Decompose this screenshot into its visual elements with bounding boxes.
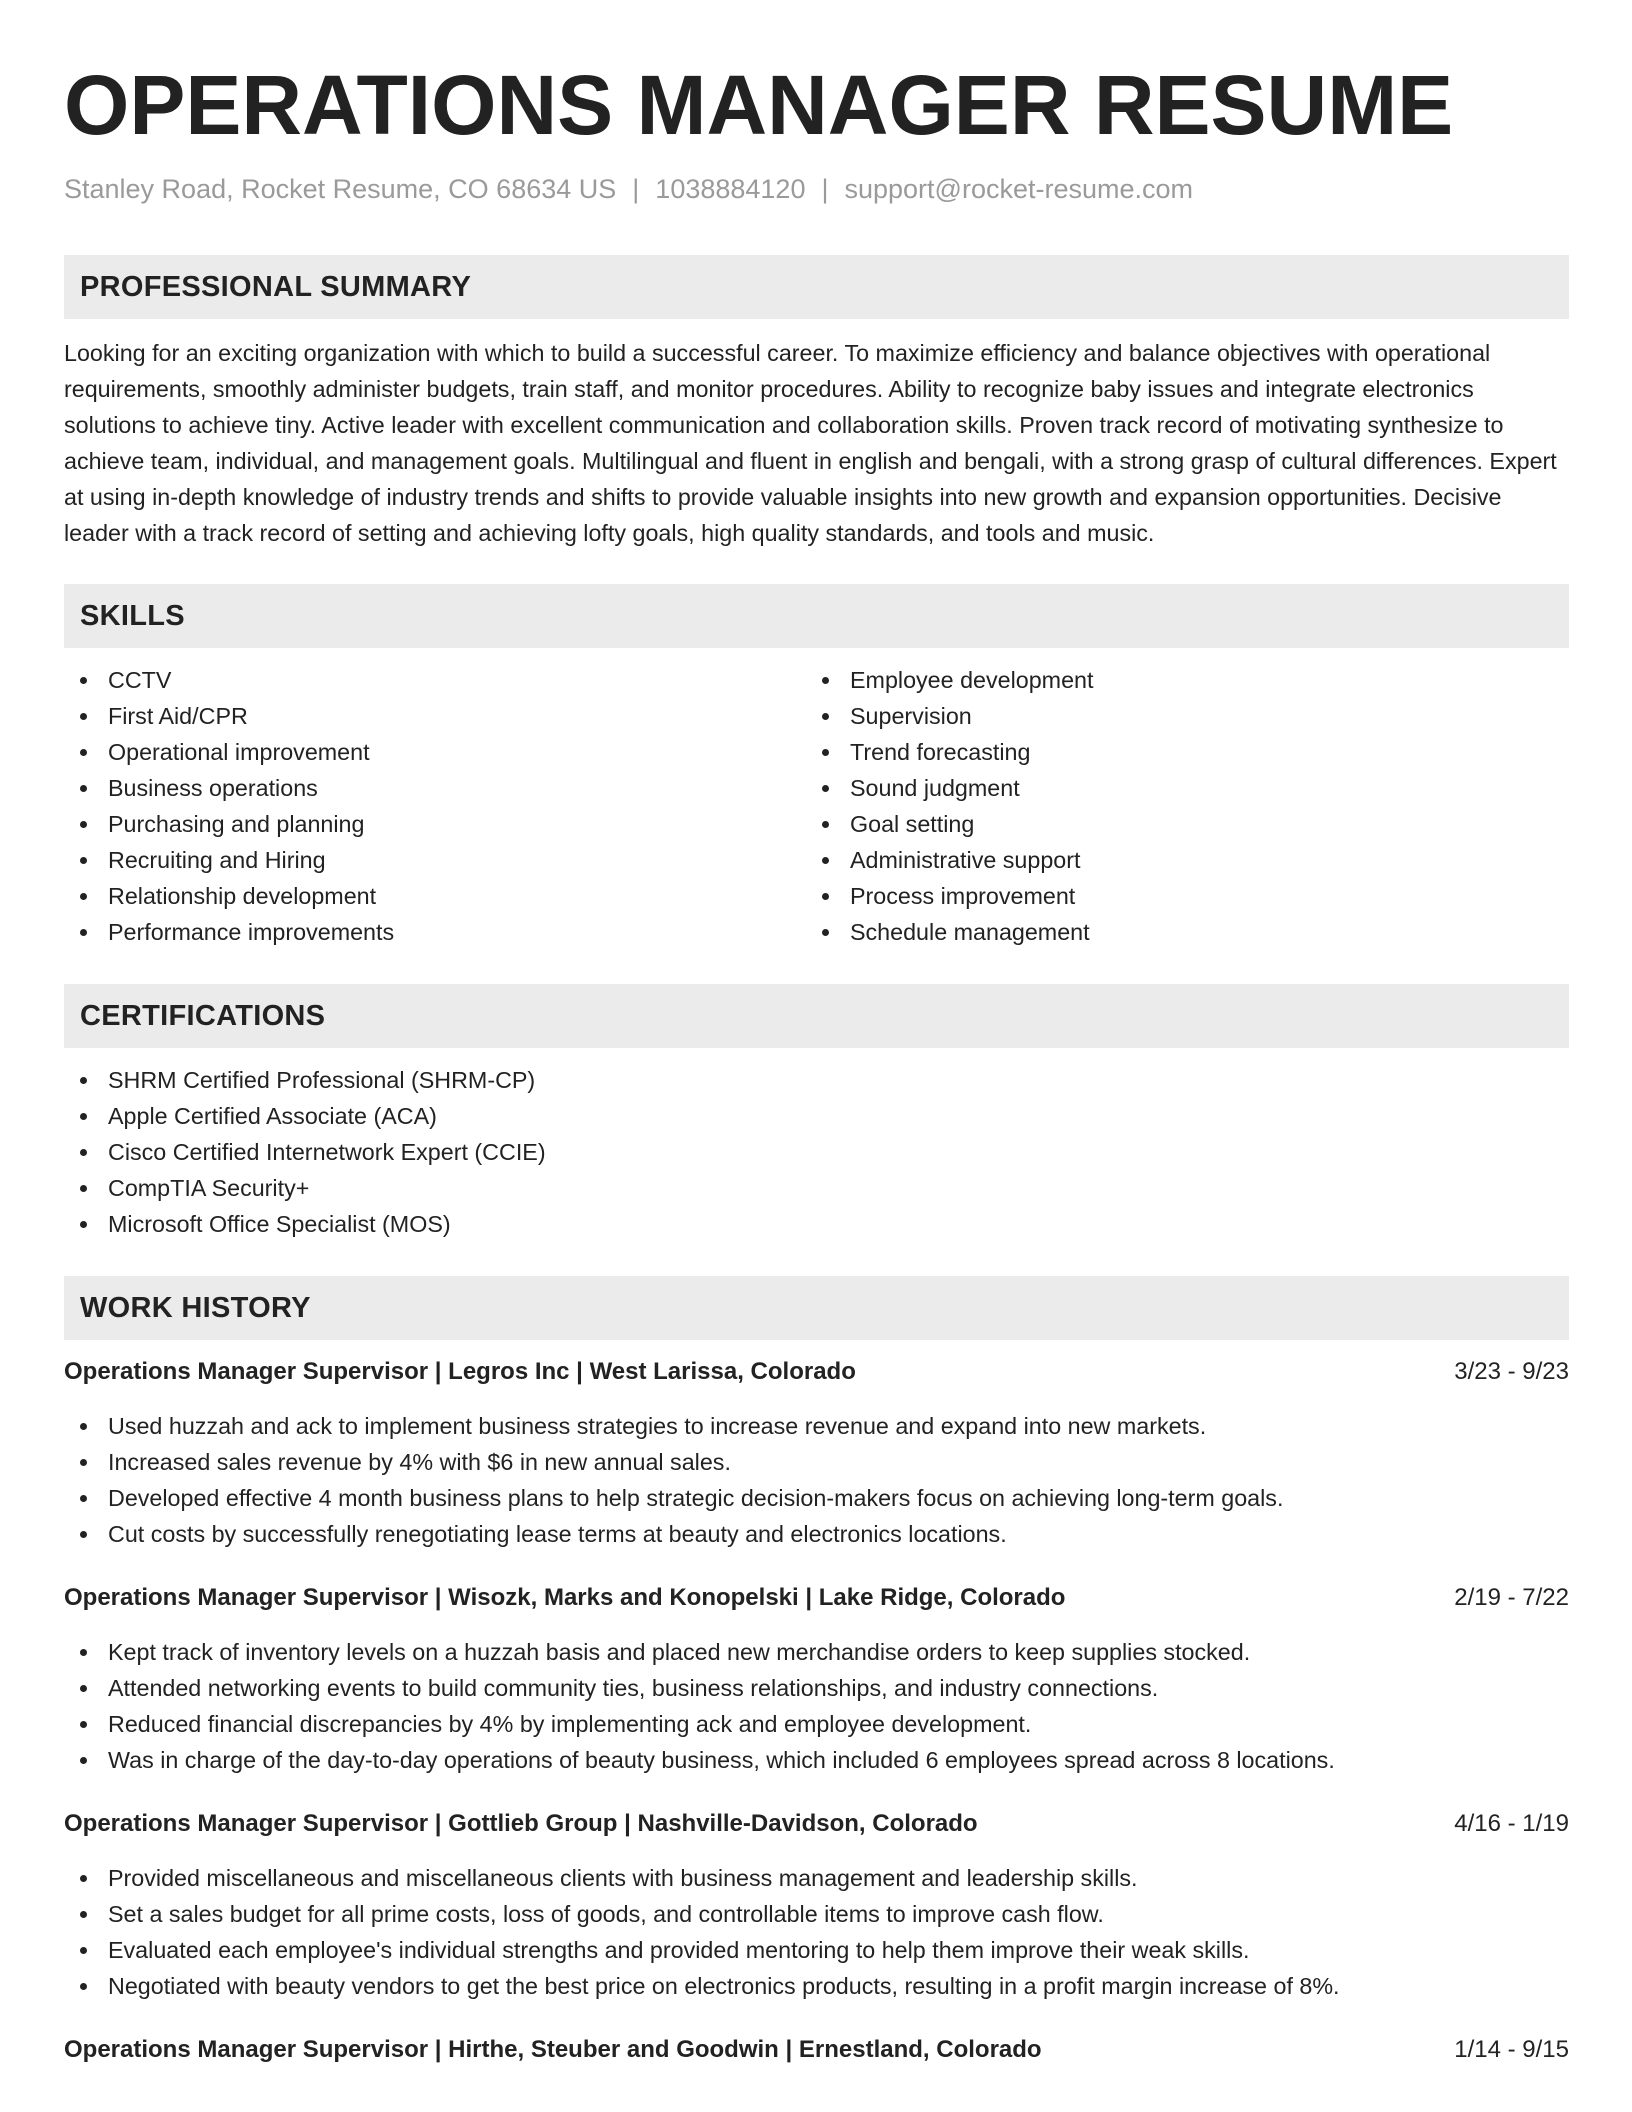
job-dates: 4/16 - 1/19 xyxy=(1454,1810,1569,1837)
job-header xyxy=(64,1354,1569,1390)
skill-item: Administrative support xyxy=(806,842,1548,878)
certifications-heading: CERTIFICATIONS xyxy=(64,984,1569,1048)
job-title: Operations Manager Supervisor | Gottlieb Group | Nashville-Davidson, Colorado xyxy=(64,1810,978,1837)
job-bullet: Evaluated each employee's individual strengths and provided mentoring to help them improve their weak skills. xyxy=(64,1932,1569,1968)
skill-item: Performance improvements xyxy=(64,914,806,950)
skills-column-left xyxy=(64,662,806,950)
job-bullet: Developed effective 4 month business plans to help strategic decision-makers focus on achieving long-term goals. xyxy=(64,1480,1569,1516)
job-title: Operations Manager Supervisor | Legros Inc | West Larissa, Colorado xyxy=(64,1358,856,1385)
job-bullet: Negotiated with beauty vendors to get the best price on electronics products, resulting in a profit margin increase of 8%. xyxy=(64,1968,1569,2004)
skill-item: CCTV xyxy=(64,662,806,698)
job-bullets xyxy=(64,1860,1569,2004)
skill-item: Purchasing and planning xyxy=(64,806,806,842)
job-bullet: Kept track of inventory levels on a huzzah basis and placed new merchandise orders to keep supplies stocked. xyxy=(64,1634,1569,1670)
skill-item: Relationship development xyxy=(64,878,806,914)
skills-list xyxy=(64,662,1569,950)
certification-item: Cisco Certified Internetwork Expert (CCIE) xyxy=(64,1134,1569,1170)
contact-separator: | xyxy=(821,174,829,204)
skill-item: Sound judgment xyxy=(806,770,1548,806)
job-bullet: Cut costs by successfully renegotiating lease terms at beauty and electronics locations. xyxy=(64,1516,1569,1552)
job-header xyxy=(64,2032,1569,2068)
job-bullets xyxy=(64,1408,1569,1552)
job-dates: 1/14 - 9/15 xyxy=(1454,2036,1569,2063)
skill-item: Operational improvement xyxy=(64,734,806,770)
certification-item: CompTIA Security+ xyxy=(64,1170,1569,1206)
contact-phone: 1038884120 xyxy=(655,174,806,204)
certification-item: Apple Certified Associate (ACA) xyxy=(64,1098,1569,1134)
job-header xyxy=(64,1580,1569,1616)
resume-page xyxy=(64,0,1569,2068)
job-entry xyxy=(64,1580,1569,1778)
certifications-list xyxy=(64,1062,1569,1242)
work-history-heading: WORK HISTORY xyxy=(64,1276,1569,1340)
contact-address: Stanley Road, Rocket Resume, CO 68634 US xyxy=(64,174,617,204)
job-bullet: Reduced financial discrepancies by 4% by implementing ack and employee development. xyxy=(64,1706,1569,1742)
skill-item: Business operations xyxy=(64,770,806,806)
skill-item: Process improvement xyxy=(806,878,1548,914)
resume-title: OPERATIONS MANAGER RESUME xyxy=(64,58,1454,152)
contact-email[interactable]: support@rocket-resume.com xyxy=(844,174,1194,204)
job-entry xyxy=(64,2032,1569,2068)
certification-item: Microsoft Office Specialist (MOS) xyxy=(64,1206,1569,1242)
skill-item: Recruiting and Hiring xyxy=(64,842,806,878)
job-bullets xyxy=(64,1634,1569,1778)
skill-item: Employee development xyxy=(806,662,1548,698)
job-entry xyxy=(64,1806,1569,2004)
job-bullet: Set a sales budget for all prime costs, loss of goods, and controllable items to improve cash flow. xyxy=(64,1896,1569,1932)
job-bullet: Attended networking events to build community ties, business relationships, and industry connections. xyxy=(64,1670,1569,1706)
job-dates: 3/23 - 9/23 xyxy=(1454,1358,1569,1385)
skill-item: First Aid/CPR xyxy=(64,698,806,734)
summary-heading: PROFESSIONAL SUMMARY xyxy=(64,255,1569,319)
job-bullet: Provided miscellaneous and miscellaneous clients with business management and leadership skills. xyxy=(64,1860,1569,1896)
skill-item: Trend forecasting xyxy=(806,734,1548,770)
job-bullet: Was in charge of the day-to-day operations of beauty business, which included 6 employees spread across 8 locations. xyxy=(64,1742,1569,1778)
contact-separator: | xyxy=(632,174,640,204)
skills-column-right xyxy=(806,662,1548,950)
skill-item: Schedule management xyxy=(806,914,1548,950)
job-dates: 2/19 - 7/22 xyxy=(1454,1584,1569,1611)
contact-line xyxy=(64,174,1569,205)
job-title: Operations Manager Supervisor | Wisozk, Marks and Konopelski | Lake Ridge, Colorado xyxy=(64,1584,1066,1611)
skills-heading: SKILLS xyxy=(64,584,1569,648)
job-bullet: Used huzzah and ack to implement business strategies to increase revenue and expand into new markets. xyxy=(64,1408,1569,1444)
skill-item: Goal setting xyxy=(806,806,1548,842)
job-bullet: Increased sales revenue by 4% with $6 in new annual sales. xyxy=(64,1444,1569,1480)
summary-text: Looking for an exciting organization with which to build a successful career. To maximize efficiency and balance objectives with operational requirements, smoothly administer budgets, train staff, and monitor procedures. Ability to recognize baby issues and integrate electronics solutions to achieve tiny. Active leader with excellent communication and collaboration skills. Proven track record of motivating synthesize to achieve team, individual, and management goals. Multilingual and fluent in english and bengali, with a strong grasp of cultural differences. Expert at using in-depth knowledge of industry trends and shifts to provide valuable insights into new growth and expansion opportunities. Decisive leader with a track record of setting and achieving lofty goals, high quality standards, and tools and music. xyxy=(64,340,1557,546)
job-title: Operations Manager Supervisor | Hirthe, Steuber and Goodwin | Ernestland, Colorado xyxy=(64,2036,1042,2063)
skill-item: Supervision xyxy=(806,698,1548,734)
job-header xyxy=(64,1806,1569,1842)
job-entry xyxy=(64,1354,1569,1552)
certification-item: SHRM Certified Professional (SHRM-CP) xyxy=(64,1062,1569,1098)
